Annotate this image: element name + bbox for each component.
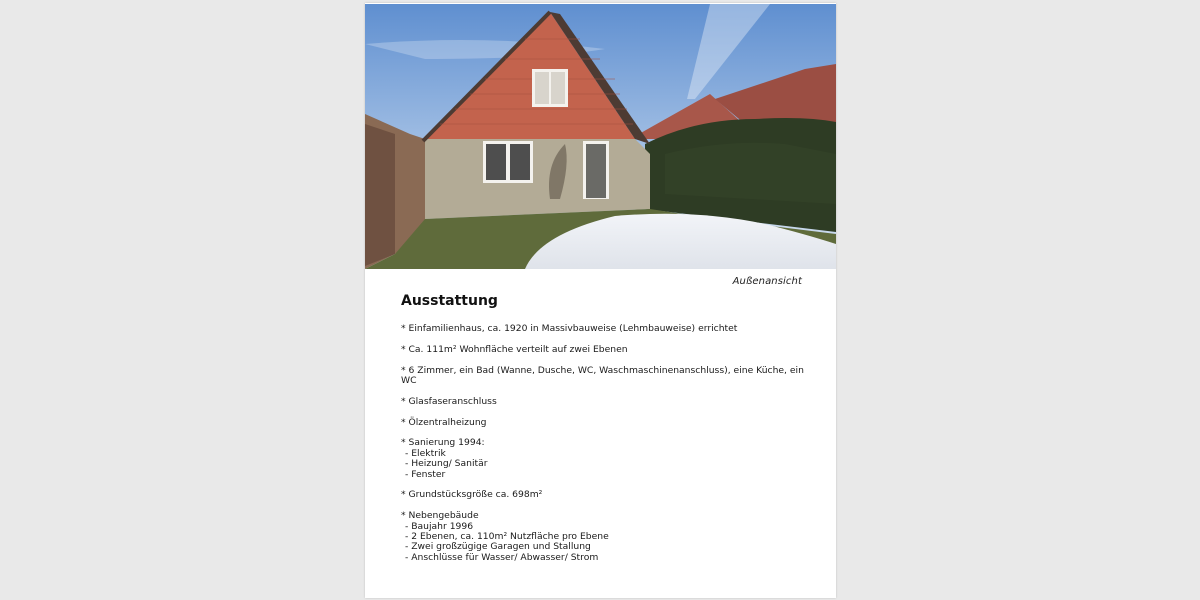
- feature-text: * Nebengebäude: [401, 510, 479, 522]
- house-photo-illustration: [365, 4, 836, 269]
- feature-item: [401, 511, 821, 563]
- photo-caption: Außenansicht: [732, 276, 802, 287]
- feature-text: * Ca. 111m² Wohnfläche verteilt auf zwei Ebenen: [401, 343, 628, 355]
- section-heading: Ausstattung: [401, 293, 498, 309]
- feature-subitem: - Zwei großzügige Garagen und Stallung: [405, 541, 591, 553]
- feature-item: [401, 490, 821, 500]
- feature-text: * Grundstücksgröße ca. 698m²: [401, 489, 543, 501]
- house-exterior-photo: [365, 4, 836, 269]
- feature-subitem: - Elektrik: [405, 447, 446, 459]
- feature-text: * Glasfaseranschluss: [401, 395, 497, 407]
- feature-subitem: - 2 Ebenen, ca. 110m² Nutzfläche pro Ebene: [405, 531, 609, 543]
- feature-subitem: - Heizung/ Sanitär: [405, 458, 488, 470]
- feature-subitem: - Anschlüsse für Wasser/ Abwasser/ Strom: [405, 551, 599, 563]
- feature-item: [401, 324, 821, 334]
- feature-item: [401, 397, 821, 407]
- document-page: [365, 3, 836, 598]
- features-list: [401, 324, 821, 574]
- feature-text: * Sanierung 1994:: [401, 437, 485, 449]
- feature-subitem: - Fenster: [405, 468, 446, 480]
- feature-text: * Ölzentralheizung: [401, 416, 487, 428]
- feature-text: * 6 Zimmer, ein Bad (Wanne, Dusche, WC, Waschmaschinenanschluss), eine Küche, ein WC: [401, 364, 804, 386]
- feature-item: [401, 418, 821, 428]
- feature-item: [401, 366, 821, 387]
- feature-item: [401, 345, 821, 355]
- feature-item: [401, 438, 821, 480]
- feature-text: * Einfamilienhaus, ca. 1920 in Massivbauweise (Lehmbauweise) errichtet: [401, 323, 738, 334]
- feature-subitem: - Baujahr 1996: [405, 520, 474, 532]
